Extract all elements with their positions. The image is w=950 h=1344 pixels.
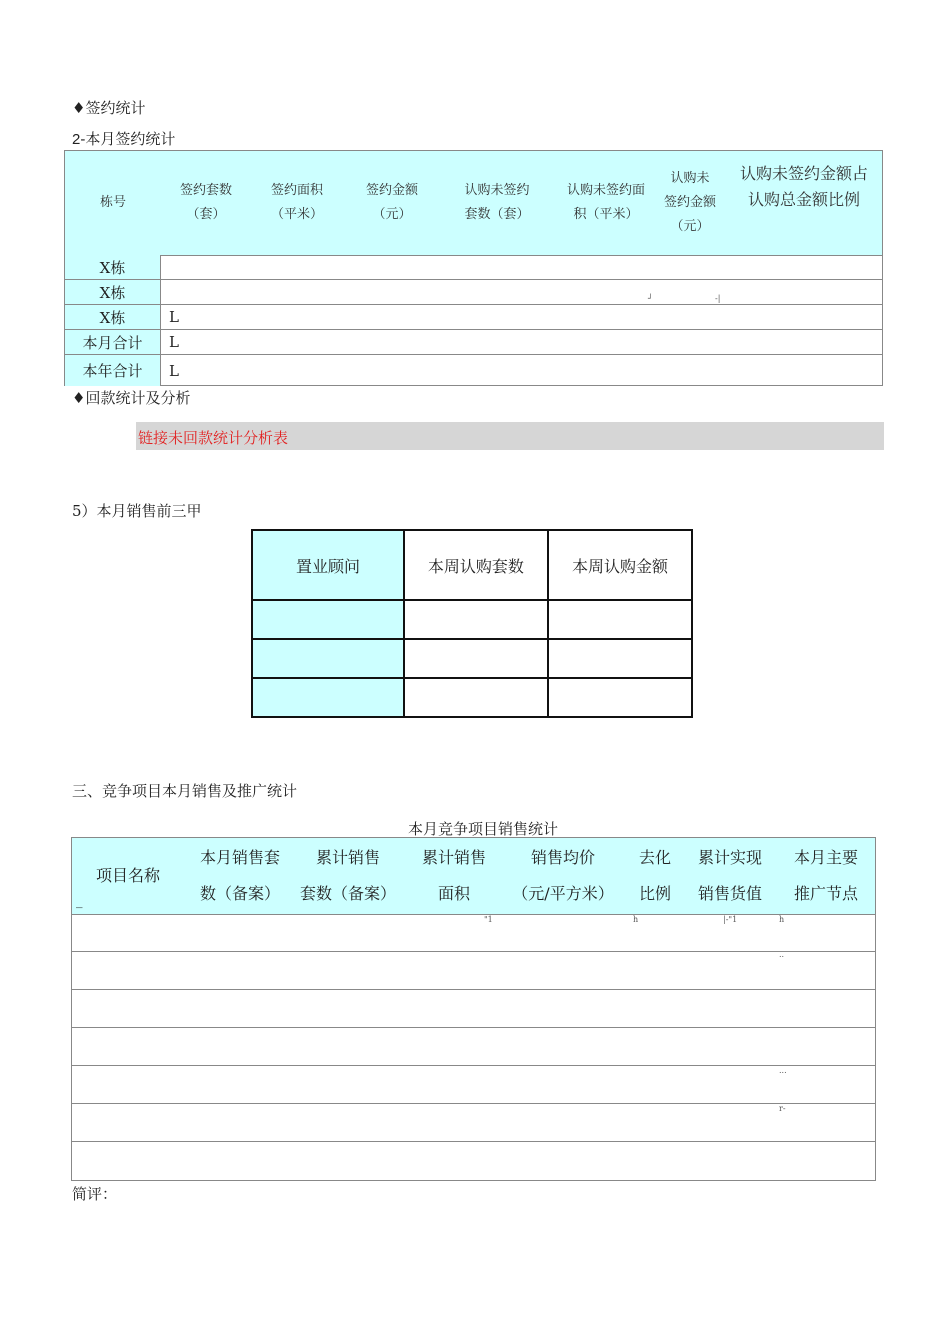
- header-signed-units: 签约套数 （套）: [179, 183, 232, 222]
- stray-mark: ...: [779, 1066, 787, 1075]
- cell: [548, 678, 692, 717]
- table-row: [72, 952, 875, 990]
- cell: [252, 678, 404, 717]
- table-row: [72, 1142, 875, 1180]
- header-cumulative-value: 累计实现 销售货值: [697, 848, 762, 903]
- table-row: [252, 678, 692, 717]
- competitor-table-header: [72, 838, 875, 915]
- table-row: [72, 1066, 875, 1104]
- row-value: L: [169, 333, 179, 351]
- competitor-table-caption: 本月竞争项目销售统计: [408, 820, 559, 838]
- row-label: 本月合计: [65, 330, 161, 354]
- header-unsigned-amount: 认购未 签约金额 （元）: [663, 171, 716, 234]
- cell: [404, 678, 548, 717]
- table-row: [72, 914, 875, 952]
- cell: [252, 600, 404, 639]
- row-label: 本年合计: [65, 355, 161, 386]
- header-weekly-units: 本周认购套数: [404, 530, 548, 600]
- payment-section-title: ♦回款统计及分析: [72, 389, 191, 407]
- row-value: L: [169, 361, 179, 380]
- table-row: [65, 330, 882, 355]
- cell: [404, 600, 548, 639]
- header-monthly-units: 本月销售套 数（备案）: [199, 848, 280, 903]
- header-project-name: 项目名称: [95, 866, 160, 885]
- stray-header-mark: _: [76, 894, 83, 909]
- header-consultant: 置业顾问: [252, 530, 404, 600]
- table-row: [72, 990, 875, 1028]
- header-promo-nodes: 本月主要 推广节点: [793, 848, 858, 903]
- header-building-no: 栋号: [99, 195, 126, 210]
- competitor-table: [71, 837, 876, 1181]
- stray-mark: -|: [715, 294, 721, 303]
- stray-mark: h: [779, 915, 785, 924]
- table-row: [65, 255, 882, 280]
- signing-table: [64, 150, 883, 386]
- signing-subtitle: 2-本月签约统计: [72, 131, 176, 148]
- table-row: [65, 355, 882, 386]
- header-weekly-amount: 本周认购金额: [548, 530, 692, 600]
- unpaid-analysis-link[interactable]: 链接未回款统计分析表: [138, 429, 289, 447]
- stray-mark: r-: [779, 1104, 786, 1113]
- signing-section-title: ♦签约统计: [72, 99, 146, 117]
- header-unsigned-ratio: 认购未签约金额占 认购总金额比例: [739, 164, 868, 209]
- row-label: X栋: [65, 305, 161, 329]
- row-value: L: [169, 308, 179, 326]
- header-avg-price: 销售均价 （元/平方米）: [512, 848, 614, 903]
- comment-label: 简评：: [72, 1185, 118, 1203]
- row-label: X栋: [65, 280, 161, 304]
- table-row: [72, 1104, 875, 1142]
- stray-mark: ..: [779, 950, 785, 959]
- header-unsigned-units: 认购未签约 套数（套）: [464, 183, 530, 222]
- cell: [404, 639, 548, 678]
- signing-table-header: [65, 151, 882, 256]
- cell: [548, 639, 692, 678]
- table-row: [252, 639, 692, 678]
- header-unsigned-area: 认购未签约面 积（平米）: [566, 183, 645, 222]
- header-absorption-ratio: 去化 比例: [638, 848, 671, 903]
- competitor-section-title: 三、竞争项目本月销售及推广统计: [72, 782, 298, 800]
- stray-mark: "1: [484, 915, 493, 924]
- header-cumulative-area: 累计销售 面积: [421, 848, 486, 903]
- cell: [252, 639, 404, 678]
- cell: [548, 600, 692, 639]
- table-row: [65, 305, 882, 330]
- header-signed-area: 签约面积 （平米）: [270, 183, 323, 222]
- table-row: [252, 600, 692, 639]
- stray-mark: |-"1: [723, 915, 738, 924]
- header-cumulative-units: 累计销售 套数（备案）: [299, 848, 396, 903]
- table-header-row: [252, 530, 692, 600]
- table-row: [72, 1028, 875, 1066]
- header-signed-amount: 签约金额 （元）: [365, 183, 418, 222]
- top3-table: [251, 529, 693, 718]
- stray-mark: h: [633, 915, 639, 924]
- row-label: X栋: [65, 255, 161, 279]
- stray-mark: ┘: [648, 294, 653, 303]
- table-row: [65, 280, 882, 305]
- top3-title: 5）本月销售前三甲: [72, 502, 202, 520]
- unpaid-analysis-link-bar[interactable]: [136, 422, 884, 450]
